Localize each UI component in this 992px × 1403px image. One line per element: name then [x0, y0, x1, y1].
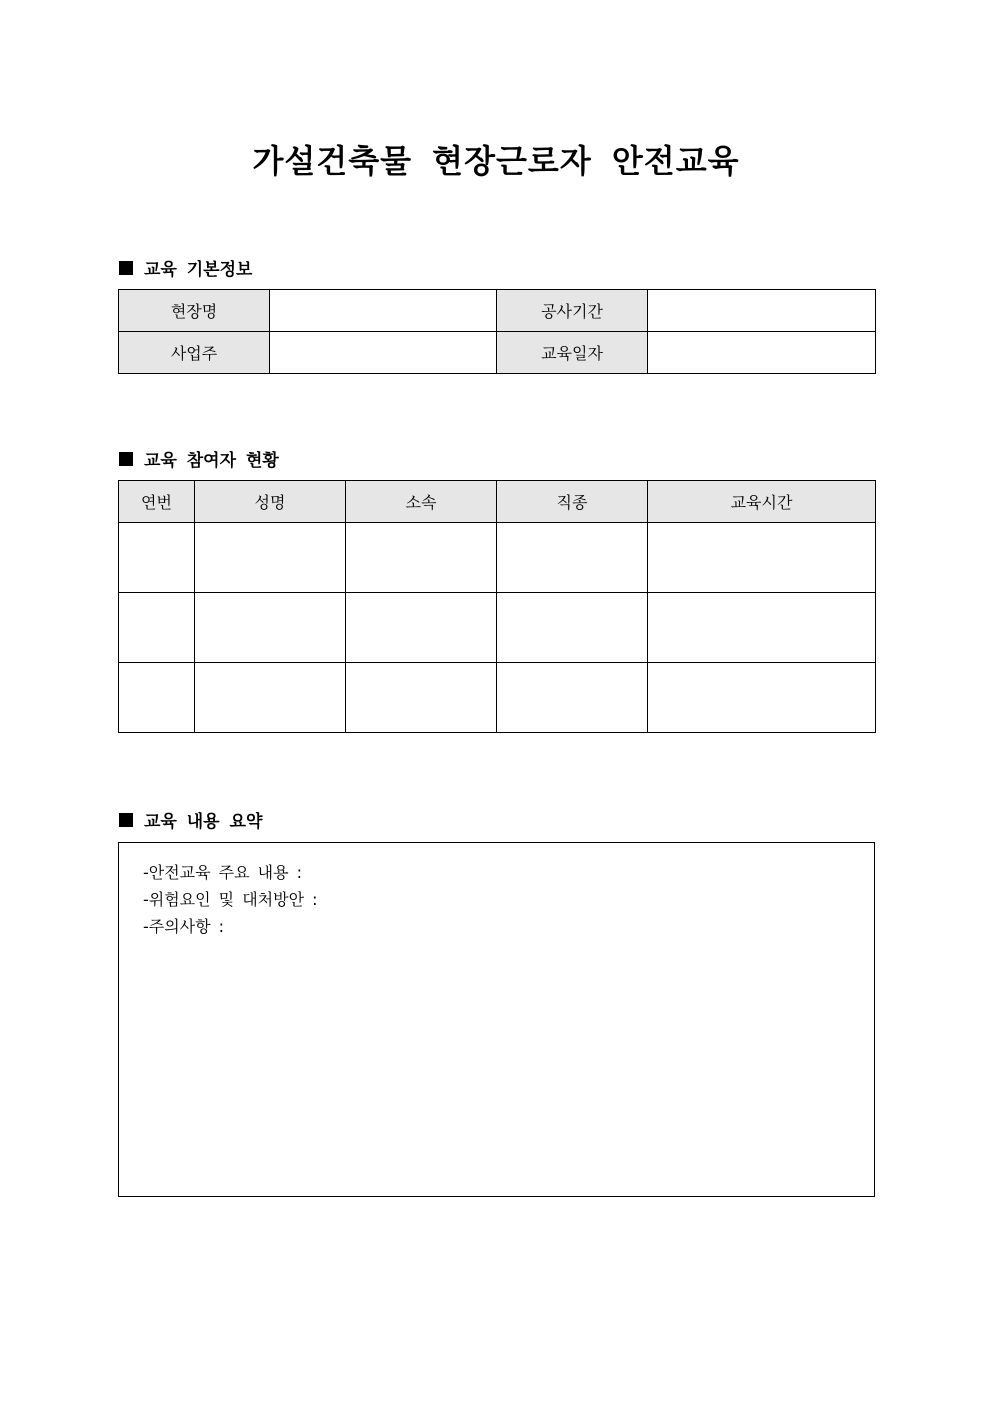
- table-cell[interactable]: [346, 523, 497, 593]
- table-cell[interactable]: [497, 663, 648, 733]
- table-cell[interactable]: [346, 663, 497, 733]
- document-title: 가설건축물 현장근로자 안전교육: [252, 142, 740, 180]
- table-row: [119, 593, 876, 663]
- table-cell[interactable]: [119, 663, 195, 733]
- section-heading-text: 교육 기본정보: [144, 260, 253, 280]
- construction-period-field[interactable]: [648, 290, 876, 332]
- education-date-field[interactable]: [648, 332, 876, 374]
- summary-line-key-content: -안전교육 주요 내용 :: [143, 863, 303, 882]
- table-cell[interactable]: [195, 663, 346, 733]
- site-name-field[interactable]: [270, 290, 497, 332]
- table-row: [119, 523, 876, 593]
- table-row: [119, 290, 876, 332]
- square-bullet-icon: [119, 261, 133, 275]
- employer-label: 사업주: [119, 332, 270, 374]
- square-bullet-icon: [119, 452, 133, 466]
- summary-line-hazards: -위험요인 및 대처방안 :: [143, 890, 318, 909]
- table-row: [119, 663, 876, 733]
- square-bullet-icon: [119, 813, 133, 827]
- table-cell[interactable]: [119, 593, 195, 663]
- column-header-number: 연번: [119, 481, 195, 523]
- table-cell[interactable]: [346, 593, 497, 663]
- education-date-label: 교육일자: [497, 332, 648, 374]
- section-heading-text: 교육 참여자 현황: [144, 451, 279, 471]
- column-header-affiliation: 소속: [346, 481, 497, 523]
- summary-line-precautions: -주의사항 :: [143, 917, 225, 936]
- basic-info-table: [118, 289, 876, 374]
- table-cell[interactable]: [648, 593, 876, 663]
- table-cell[interactable]: [497, 523, 648, 593]
- table-cell[interactable]: [648, 663, 876, 733]
- table-header-row: [119, 481, 876, 523]
- section-heading-basic-info: [119, 255, 252, 280]
- summary-text-area[interactable]: [118, 842, 875, 1197]
- table-cell[interactable]: [119, 523, 195, 593]
- column-header-occupation: 직종: [497, 481, 648, 523]
- section-heading-summary: [119, 807, 262, 832]
- section-heading-participants: [119, 446, 279, 471]
- table-cell[interactable]: [195, 523, 346, 593]
- table-cell[interactable]: [497, 593, 648, 663]
- participants-table: [118, 480, 876, 733]
- table-cell[interactable]: [195, 593, 346, 663]
- employer-field[interactable]: [270, 332, 497, 374]
- site-name-label: 현장명: [119, 290, 270, 332]
- column-header-education-time: 교육시간: [648, 481, 876, 523]
- table-cell[interactable]: [648, 523, 876, 593]
- table-row: [119, 332, 876, 374]
- construction-period-label: 공사기간: [497, 290, 648, 332]
- column-header-name: 성명: [195, 481, 346, 523]
- section-heading-text: 교육 내용 요약: [144, 812, 263, 832]
